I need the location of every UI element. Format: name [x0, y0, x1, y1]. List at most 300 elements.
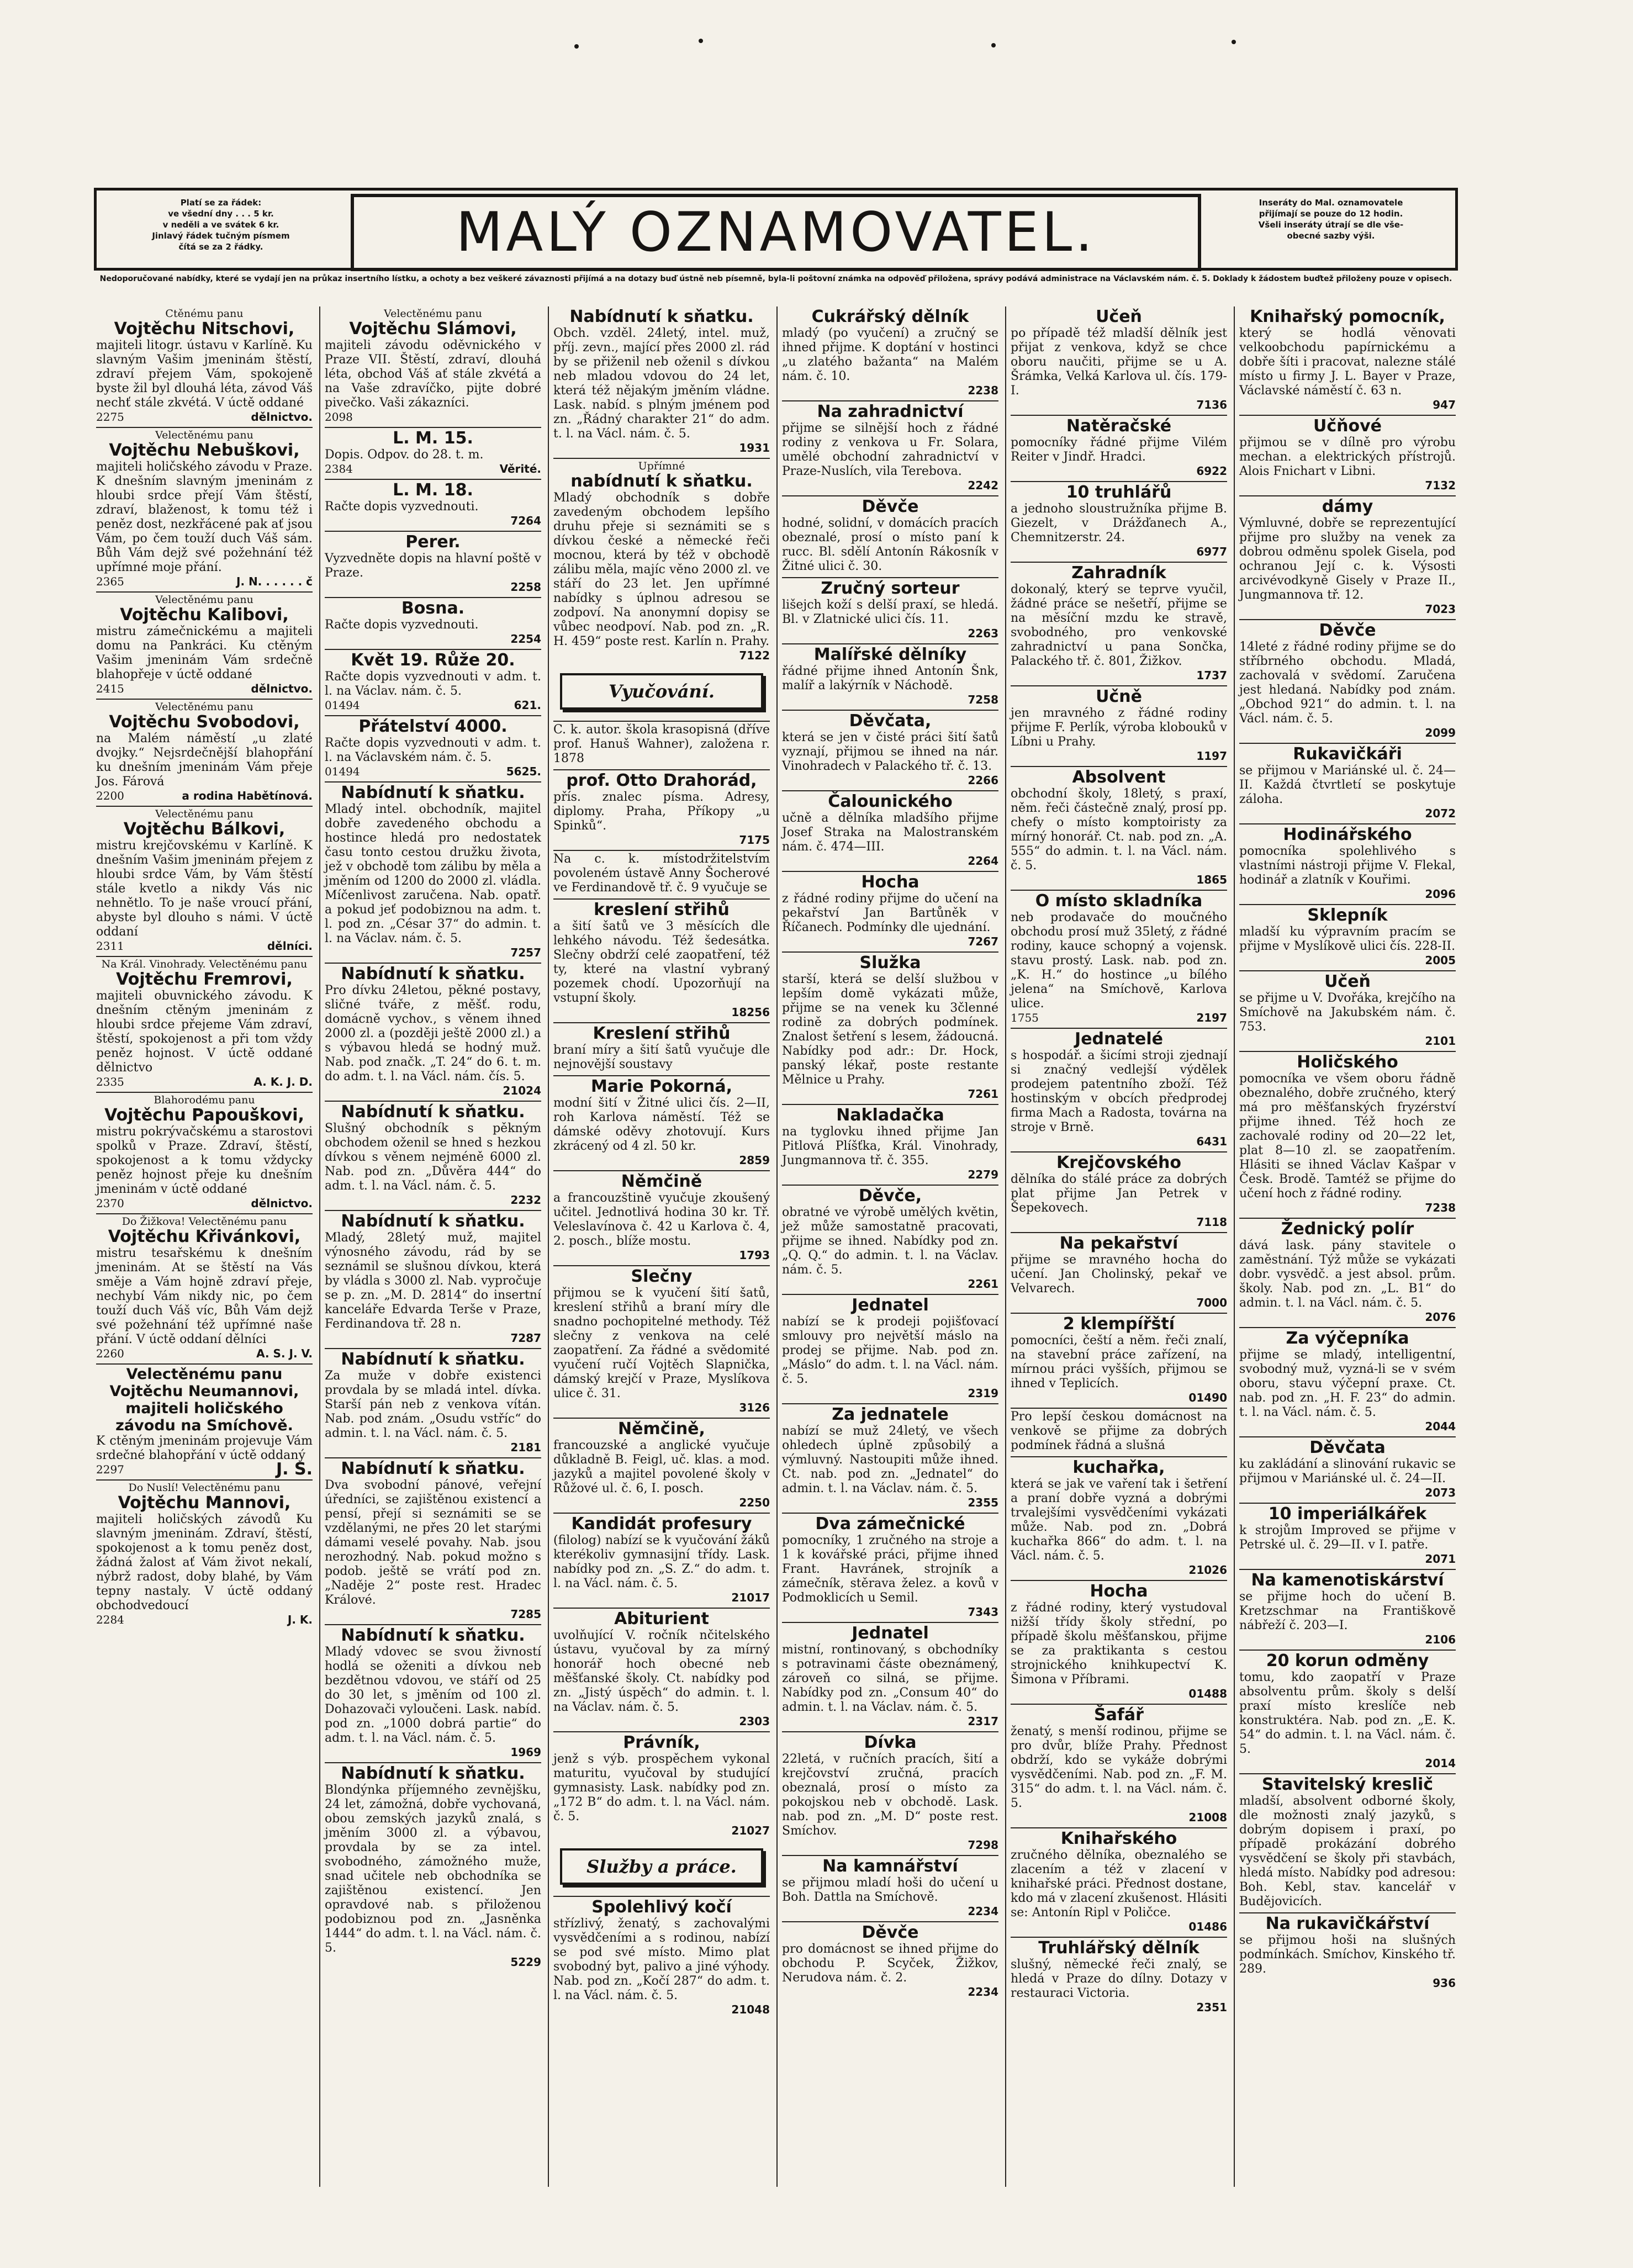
ad-footer — [553, 649, 770, 662]
ad-signature: 2073 — [1425, 1486, 1456, 1499]
ad-signature: 7261 — [968, 1087, 998, 1101]
ad-signature: 2250 — [739, 1496, 770, 1509]
ad-footer — [782, 1168, 998, 1181]
ad-body: hodné, solidní, v domácích pracích obeznalé, prosí o místo paní k rucc. Bl. sdělí Antonín Rákosník v Žitné ulici č. 30. — [782, 516, 998, 573]
ad-body: tomu, kdo zaopatří v Praze absolventu prům. školy s delší praxí místo kreslíče neb konstruktéra. Nab. pod zn. „E. K. 54“ do admin. t. l. na Václ. nám. č. 5. — [1239, 1670, 1456, 1756]
ad-footer — [325, 765, 541, 778]
ad-signature: 2351 — [1196, 2001, 1227, 2014]
ad-footer — [1011, 1011, 1227, 1024]
ad-signature: 6431 — [1196, 1135, 1227, 1148]
classified-ad — [1237, 1911, 1458, 1992]
ad-divider — [325, 963, 541, 964]
ad-body: (filolog) nabízí se k vyučování žáků kterékoliv gymnasijní třídy. Lask. nabídky pod zn. „S. Z.“ do adm. t. l. na Václ. nám. č. 5. — [553, 1534, 770, 1590]
ad-headline: Natěračské — [1066, 416, 1172, 436]
classified-ad — [1237, 1435, 1458, 1502]
ad-footer — [1011, 2001, 1227, 2014]
classified-ad — [551, 306, 772, 457]
ad-signature: A. S. J. V. — [256, 1347, 313, 1360]
ad-body: 22letá, v ručních pracích, šití a krejčovství zručná, pracích obeznalá, prosí o místo za pokojskou neb v obchodě. Lask. nab. pod zn. „M. D“ poste rest. Smíchov. — [782, 1752, 998, 1838]
ad-body: na tyglovku ihned přijme Jan Pitlová Plíšťka, Král. Vinohrady, Jungmannova tř. č. 355. — [782, 1125, 998, 1167]
ad-body: francouzské a anglické vyučuje důkladně B. Feigl, uč. klas. a mod. jazyků a majitel povolené školy v Růžové ul. č. 6, I. posch. — [553, 1439, 770, 1495]
ad-divider — [96, 427, 313, 428]
ad-body: Pro dívku 24letou, pěkné postavy, sličné tváře, z měšť. rodu, domácně vychov., s věnem ihned 2000 zl. a (později ještě 2000 zl.) a s výbavou hledá se hodný muž. Nab. pod značk. „T. 24“ do 6. t. m. do adm. t. l. na Václ. nám. čís. 5. — [325, 984, 541, 1083]
ad-headline: Němčině, — [618, 1419, 705, 1439]
ad-body: dokonalý, který se teprve vyučil, žádné práce se nešetří, přijme se na měsíční mzdu ke stravě, svobodného, pro venkovské zahradnictví u pana Sončka, Palackého tř. č. 801, Žižkov. — [1011, 583, 1227, 668]
ad-divider — [1011, 1151, 1227, 1152]
ad-body: a šití šatů ve 3 měsících dle lehkého návodu. Též šedesátka. Slečny obdrží celé zaopatření, též ty, které na vlastní vybraný pozemek chodí. Upozorňují na vstupní školy. — [553, 919, 770, 1005]
ad-body: se přijmou mladí hoši do učení u Boh. Dattla na Smíchově. — [782, 1876, 998, 1904]
ad-body: jenž s výb. prospěchem vykonal maturitu, vyučoval by studující gymnasisty. Lask. nabídky pod zn. „172 B“ do adm. t. l. na Václ. nám. č. 5. — [553, 1752, 770, 1823]
ad-headline: Na zahradnictví — [817, 402, 964, 421]
ad-body: majiteli holičského závodu v Praze. K dnešním slavným jmeninám z hloubi srdce přejí Vám štěstí, zdraví, blaženost, k tomu též i peněz dost, nezkřácené pak ať jsou Vám, po čem touží duch Váš sám. Bůh Vám dejž své požehnání též upřímné moje přání. — [96, 460, 313, 574]
column-rule — [548, 306, 549, 2187]
ad-headline: Učeň — [1096, 307, 1142, 326]
classified-ad — [780, 1920, 1001, 2001]
ad-footer — [782, 854, 998, 868]
ad-divider — [96, 699, 313, 700]
ad-divider — [782, 951, 998, 953]
ad-signature: 2234 — [968, 1985, 998, 1999]
ad-signature: 2261 — [968, 1277, 998, 1291]
ad-headline: Sklepník — [1307, 906, 1388, 925]
classified-ad — [780, 1103, 1001, 1183]
ad-headline: dámy — [1322, 497, 1373, 516]
ad-divider — [553, 898, 770, 900]
ad-signature: 2014 — [1425, 1757, 1456, 1770]
ad-body: pro domácnost se ihned přijme do obchodu P. Scyček, Žižkov, Nerudova nám. č. 2. — [782, 1942, 998, 1985]
ad-signature: 2181 — [510, 1441, 541, 1454]
ad-footer — [1239, 479, 1456, 492]
ad-number: 2370 — [96, 1197, 124, 1210]
ad-signature: 2859 — [739, 1154, 770, 1167]
ad-body: majiteli litogr. ústavu v Karlíně. Ku slavným Vašim jmeninám štěstí, zdraví přejem Vám, spokojeně byste žil byl dlouhá léta, závod Váš nechť stále zkvétá. V úctě oddané — [96, 339, 313, 410]
ad-footer — [325, 1955, 541, 1969]
ad-divider — [782, 1921, 998, 1922]
ad-divider — [1239, 970, 1456, 971]
ad-footer — [1239, 1034, 1456, 1048]
classified-ad — [551, 897, 772, 1021]
ad-signature: 2254 — [510, 632, 541, 646]
ad-divider — [553, 1075, 770, 1076]
ad-footer — [325, 1608, 541, 1621]
ad-footer — [1239, 1552, 1456, 1566]
classified-ad — [551, 1895, 772, 2018]
classified-ad — [94, 1212, 315, 1362]
ad-divider — [782, 1104, 998, 1105]
ad-signature: 3126 — [739, 1401, 770, 1414]
ad-headline: Nabídnutí k sňatku. — [341, 783, 525, 802]
ad-signature: 21026 — [1188, 1563, 1227, 1577]
ad-signature: 2279 — [968, 1168, 998, 1181]
pricing-note: v neděli a ve svátek 6 kr. — [162, 220, 279, 230]
ad-footer — [325, 1193, 541, 1207]
ad-headline: Knihařský pomocník, — [1250, 307, 1445, 326]
ad-signature: 2317 — [968, 1715, 998, 1728]
ad-footer — [96, 1613, 313, 1626]
classified-ad — [323, 961, 543, 1099]
ad-number: 2260 — [96, 1347, 124, 1360]
ad-body: jen mravného z řádné rodiny přijme F. Perlík, výroba klobouků v Líbni u Prahy. — [1011, 706, 1227, 749]
ad-salutation: Velectěnému panu — [155, 701, 253, 713]
ad-signature: 2238 — [968, 384, 998, 397]
pricing-notes — [102, 197, 340, 252]
ad-footer — [96, 1460, 313, 1479]
administration-notice: Nedoporučované nabídky, které se vydají jen na průkaz insertního lístku, a ochoty a bez veškeré závaznosti přijímá a na dotazy buď ústně neb písemně, byla-li poštovní známka na odpověď přiložena, správy podává administrace na Václavském nám. č. 5. Doklady k žádostem buďtež přiloženy pouze v opisech. — [99, 274, 1452, 283]
ad-salutation: Blahorodému panu — [154, 1094, 255, 1106]
ad-headline: kuchařka, — [1072, 1458, 1165, 1477]
ad-footer — [96, 789, 313, 802]
ad-divider — [782, 495, 998, 496]
ad-signature: 21017 — [731, 1591, 770, 1604]
ad-footer — [782, 1715, 998, 1728]
classified-ad — [1237, 414, 1458, 494]
ad-signature: 7298 — [968, 1838, 998, 1852]
ad-signature: 2319 — [968, 1387, 998, 1400]
ad-divider — [782, 1513, 998, 1514]
classified-ad — [780, 950, 1001, 1103]
ad-salutation: Velectěnému panu — [384, 308, 482, 320]
ad-headline: Vojtěchu Nebuškovi, — [109, 441, 300, 460]
ad-headline: Vojtěchu Bálkovi, — [123, 820, 286, 839]
ad-footer — [1239, 887, 1456, 901]
ad-divider — [1239, 1912, 1456, 1913]
ad-body: C. k. autor. škola krasopisná (dříve prof. Hanuš Wahner), založena r. 1878 — [553, 723, 770, 765]
ad-headline: Nabídnutí k sňatku. — [341, 1102, 525, 1122]
classified-ad — [1237, 822, 1458, 903]
ad-body: dává lask. pány stavitele o zaměstnání. Týž může se vykázati dobr. vysvědč. a jest absol. prům. školy. Nab. pod zn. „L. B1“ do admin. t. l. na Václ. nám. č. 5. — [1239, 1239, 1456, 1310]
ad-footer — [553, 441, 770, 454]
classified-ad — [1008, 1231, 1229, 1312]
ad-divider — [1011, 415, 1227, 416]
ad-divider — [1011, 562, 1227, 563]
ad-footer — [782, 1985, 998, 1999]
ad-signature: 2232 — [510, 1193, 541, 1207]
ad-body: obchodní školy, 18letý, s praxí, něm. řeči částečně znalý, prosí pp. chefy o místo komptoiristy za mírný honorář. Ct. nab. pod zn. „A. 555“ do admin. t. l. na Václ. nám. č. 5. — [1011, 787, 1227, 873]
ad-divider — [1011, 1456, 1227, 1457]
ad-number: 2297 — [96, 1463, 124, 1476]
ad-number: 2384 — [325, 462, 353, 475]
ad-signature: 7264 — [510, 514, 541, 527]
ad-signature: Věrité. — [499, 462, 541, 475]
classified-ad — [1008, 1579, 1229, 1703]
ad-body: střízlivý, ženatý, s zachovalými vysvědčeními a s rodinou, nabízí se pod své místo. Mimo plat svobodný byt, palivo a jiné výhody. Nab. pod zn. „Kočí 287“ do adm. t. l. na Václ. nám. č. 5. — [553, 1917, 770, 2002]
ad-headline: Hodinářského — [1283, 825, 1412, 844]
classified-ad — [1237, 1326, 1458, 1435]
ad-body: dělníka do stálé práce za dobrých plat přijme Jan Petrek v Šepekovech. — [1011, 1172, 1227, 1215]
ad-salutation: Velectěnému panu — [155, 594, 253, 606]
ad-footer — [1011, 1296, 1227, 1309]
ad-headline: Zahradník — [1071, 563, 1166, 583]
ad-divider — [325, 597, 541, 598]
ad-divider — [553, 721, 770, 722]
submission-note: přijímají se pouze do 12 hodin. — [1259, 209, 1403, 219]
ad-footer — [325, 1441, 541, 1454]
classified-ad — [1237, 1648, 1458, 1772]
ad-footer — [96, 410, 313, 424]
ad-headline: Zručný sorteur — [821, 579, 960, 598]
ad-salutation: Velectěnému panu — [155, 429, 253, 441]
classified-ad — [1237, 1502, 1458, 1568]
classified-ad — [551, 457, 772, 664]
ad-footer — [782, 935, 998, 948]
ad-headline: Nabídnutí k sňatku. — [341, 1626, 525, 1645]
ad-footer — [325, 580, 541, 594]
section-title: MALÝ OZNAMOVATEL. — [351, 194, 1201, 271]
classified-ad — [1008, 1703, 1229, 1826]
ad-headline: Nabídnutí k sňatku. — [341, 1764, 525, 1783]
ad-body: Mladý vdovec se svou živností hodlá se oženiti a dívkou neb bezdětnou vdovou, ve stáří od 25 do 30 let, s jměním od 100 zl. Dohazovači vyloučeni. Lask. nabíd. pod zn. „1000 dobrá partie“ do adm. t. l. na Václ. nám. č. 5. — [325, 1645, 541, 1745]
classified-ad — [551, 1264, 772, 1416]
ad-number: 2335 — [96, 1075, 124, 1088]
classified-ad — [780, 1293, 1001, 1402]
ad-signature: 7136 — [1196, 398, 1227, 411]
ad-signature: 2072 — [1425, 807, 1456, 820]
classified-ad — [323, 1456, 543, 1623]
classified-ad — [94, 955, 315, 1091]
ad-divider — [1011, 1408, 1227, 1409]
ad-body: obratné ve výrobě umělých květin, jež může samostatně pracovati, přijme se ihned. Nabídky pod zn. „Q. Q.“ do admin. t. l. na Václav. nám. č. 5. — [782, 1206, 998, 1277]
ad-column — [323, 306, 543, 2187]
ad-footer — [1239, 954, 1456, 967]
ad-headline: Květ 19. Růže 20. — [351, 651, 515, 670]
ad-headline: Bosna. — [401, 599, 465, 618]
ad-footer — [782, 1496, 998, 1509]
ad-headline: Děvče — [1319, 621, 1376, 640]
ad-body: majiteli obuvnického závodu. K dnešním ctěným jmeninám z hloubi srdce přejeme Vám zdraví, štěstí, spokojenost a při tom vždy peněz hojnost. V úctě oddané dělnictvo — [96, 989, 313, 1075]
ad-body: na Malém náměstí „u zlaté dvojky.“ Nejsrdečnější blahopřání ku dnešním jmeninám Vám přeje Jos. Fárová — [96, 732, 313, 789]
classified-ad — [551, 720, 772, 768]
ad-signature: 7258 — [968, 693, 998, 706]
ad-signature: 2044 — [1425, 1420, 1456, 1433]
classified-ad — [323, 1209, 543, 1347]
ad-body: po případě též mladší dělník jest přijat z venkova, když se chce oboru naučiti, přijme se u A. Šrámka, Velká Karlova ul. čís. 179-I. — [1011, 326, 1227, 398]
ad-column — [780, 306, 1001, 2187]
ad-headline: 20 korun odměny — [1266, 1651, 1429, 1670]
ad-headline: Vojtěchu Křivánkovi, — [108, 1227, 301, 1246]
ad-headline: Vojtěchu Fremrovi, — [116, 970, 293, 989]
ad-body: a francouzštině vyučuje zkoušený učitel. Jednotlivá hodina 30 kr. Tř. Veleslavínova č. 42 u Karlova č. 4, 2. posch., blíže mostu. — [553, 1191, 770, 1248]
ad-body: přijme se silnější hoch z řádné rodiny z venkova u Fr. Solara, umělé obchodní zahradnictví v Praze-Nuslích, vila Terebova. — [782, 421, 998, 478]
ad-footer — [782, 693, 998, 706]
ad-divider — [1239, 1327, 1456, 1328]
classified-ad — [780, 642, 1001, 709]
ad-signature: 2099 — [1425, 726, 1456, 739]
ad-divider — [1011, 1827, 1227, 1828]
ad-headline: Holičského — [1297, 1053, 1398, 1072]
ad-signature: 7132 — [1425, 479, 1456, 492]
ad-headline: Učeň — [1324, 972, 1371, 991]
ad-headline: Na kamenotiskárství — [1251, 1571, 1444, 1590]
ad-footer — [96, 1347, 313, 1360]
ad-divider — [782, 1403, 998, 1404]
ad-footer — [553, 1401, 770, 1414]
classified-ad — [94, 590, 315, 697]
ad-divider — [96, 1092, 313, 1093]
ad-divider — [553, 1731, 770, 1732]
pricing-note: Jinlavý řádek tučným písmem — [152, 231, 290, 241]
ad-footer — [325, 632, 541, 646]
ad-signature: 7122 — [739, 649, 770, 662]
ad-headline: Vojtěchu Kalibovi, — [120, 605, 289, 625]
ad-signature: 2264 — [968, 854, 998, 868]
classified-ad — [94, 306, 315, 426]
ad-headline: Malířské dělníky — [813, 645, 967, 664]
ad-divider — [1011, 1704, 1227, 1705]
ad-headline: Hocha — [1090, 1582, 1148, 1601]
classified-ad — [323, 648, 543, 714]
ad-divider — [1239, 1503, 1456, 1504]
ad-divider — [553, 1608, 770, 1609]
ad-headline: Vojtěchu Svobodovi, — [109, 712, 300, 732]
classified-ad — [1008, 1826, 1229, 1936]
classified-ad — [1008, 1027, 1229, 1150]
ad-body: učně a dělníka mladšího přijme Josef Straka na Malostranském nám. č. 474—III. — [782, 811, 998, 854]
ad-signature: 7023 — [1425, 602, 1456, 616]
ad-body: mistru pokrývačskému a starostovi spolků v Praze. Zdraví, štěstí, spokojenost a k tomu vždycky peněz hojnost přeje ku dnešním jmeninám v úctě oddané — [96, 1125, 313, 1196]
classified-ad — [323, 1099, 543, 1209]
ad-footer — [553, 1496, 770, 1509]
ad-signature: 18256 — [731, 1006, 770, 1019]
ad-headline: 2 klempířští — [1063, 1314, 1175, 1334]
ad-body: Račte dopis vyzvednouti. — [325, 618, 479, 632]
classified-ad — [551, 1730, 772, 1839]
ad-body: Obch. vzděl. 24letý, intel. muž, příj. zevn., mající přes 2000 zl. rád by se přiženil neb oženil s dívkou neb mladou vdovou do 24 let, která též nějakým jměním vládne. Lask. nabíd. s plným jménem pod zn. „Řádný charakter 21“ do adm. t. l. na Václ. nám. č. 5. — [553, 326, 770, 441]
ad-headline: kreslení střihů — [594, 900, 730, 919]
ad-body: Za muže v dobře existenci provdala by se mladá intel. dívka. Starší pán neb z venkova vítán. Nab. pod znám. „Osudu vstříc“ do admin. t. l. na Václ. nám. č. 5. — [325, 1369, 541, 1440]
ad-divider — [325, 715, 541, 716]
classified-ad — [1008, 1455, 1229, 1579]
ad-divider — [553, 769, 770, 770]
ad-divider — [1011, 481, 1227, 482]
ad-headline: Jednatel — [852, 1296, 929, 1315]
ad-signature: J. N. . . . . . č — [236, 575, 313, 588]
ad-signature: 621. — [514, 699, 541, 712]
ad-headline: Šafář — [1094, 1705, 1144, 1725]
ad-body: mladší, absolvent odborné školy, dle možnosti znalý jazyků, s dobrým dopisem i praxí, po případě prokázání dobrého vysvědčení se školy při stavbách, hledá místo. Nabídky pod adresou: Boh. Kebl, stav. kancelář v Budějovicích. — [1239, 1794, 1456, 1908]
ad-divider — [1011, 1232, 1227, 1233]
ad-divider — [553, 1513, 770, 1514]
ad-body: uvolňující V. ročník nčitelského ústavu, vyučoval by za mírný honorář hoch obecné neb měšťanské školy. Ct. nabídky pod zn. „Jistý úspěch“ do admin. t. l. na Václav. nám. č. 5. — [553, 1629, 770, 1714]
ad-headline: Na rukavičkářství — [1265, 1914, 1430, 1933]
classified-ad — [1008, 765, 1229, 889]
ad-signature: 01488 — [1188, 1687, 1227, 1700]
ad-body: se přijme hoch do učení B. Kretzschmar na Františkově nábřeží č. 203—I. — [1239, 1590, 1456, 1632]
ad-divider — [1011, 1580, 1227, 1581]
ad-signature: A. K. J. D. — [253, 1075, 313, 1088]
ad-footer — [1239, 1310, 1456, 1324]
classified-ad — [1237, 1568, 1458, 1648]
ad-footer — [325, 1331, 541, 1345]
ad-number: 2098 — [325, 410, 353, 424]
ad-body: ku zakládání a slinování rukavic se přijmou v Mariánské ul. č. 24—II. — [1239, 1457, 1456, 1485]
ad-signature: 7285 — [510, 1608, 541, 1621]
ad-body: s hospodář. a šicími stroji zjednají si značný vedlejší výdělek prodejem patentního zboží. Též hostinským v obcích předprodej firma Mach a Radosta, továrna na stroje v Brně. — [1011, 1049, 1227, 1134]
ad-body: slušný, německé řeči znalý, se hledá v Praze do dílny. Dotazy v restauraci Victoria. — [1011, 1958, 1227, 2000]
ad-headline: Truhlářský dělník — [1038, 1938, 1199, 1958]
ad-footer — [1239, 1420, 1456, 1433]
ad-body: přijme se mravného hocha do učení. Jan Cholinský, pekař ve Velvarech. — [1011, 1253, 1227, 1296]
ad-signature: 1969 — [510, 1746, 541, 1759]
ad-footer — [96, 1197, 313, 1210]
ad-headline: Absolvent — [1072, 768, 1166, 787]
ad-footer — [1239, 1757, 1456, 1770]
ad-signature: 2096 — [1425, 887, 1456, 901]
ad-body: která se jak ve vaření tak i šetření a praní dobře vyzná a dobrými trvalejšími vysvědčeními vykázati může. Nab. pod zn. „Dobrá kuchařka 866“ do adm. t. l. na Václ. nám. č. 5. — [1011, 1477, 1227, 1563]
ad-headline: Za výčepníka — [1286, 1329, 1409, 1348]
ad-number: 2415 — [96, 682, 124, 695]
ad-footer — [782, 1087, 998, 1101]
ad-footer — [782, 1387, 998, 1400]
ad-salutation: Velectěnému panu — [155, 808, 253, 820]
ad-footer — [1239, 398, 1456, 411]
ad-footer — [782, 1905, 998, 1918]
ad-footer — [782, 774, 998, 787]
ad-headline: Abiturient — [614, 1609, 709, 1629]
ad-footer — [96, 682, 313, 695]
ad-footer — [553, 833, 770, 847]
ad-body: z řádné rodiny přijme do učení na pekařství Jan Bartůněk v Říčanech. Podmínky dle ujednání. — [782, 892, 998, 934]
ad-column — [551, 306, 772, 2187]
ad-divider — [1239, 495, 1456, 496]
ad-divider — [325, 1101, 541, 1102]
ad-divider — [782, 643, 998, 644]
ad-headline: nabídnutí k sňatku. — [570, 472, 753, 491]
ad-footer — [325, 699, 541, 712]
ad-signature: 2076 — [1425, 1310, 1456, 1324]
ad-footer — [1239, 1486, 1456, 1499]
ad-body: přijmou se k vyučení šití šatů, kreslení střihů a braní míry dle snadno pochopitelné methody. Též slečny z venkova na celé zaopatření. Za řádné a svědomité vyučení ručí Vojtěch Slapnička, dámský krejčí v Praze, Myslíkova ulice č. 31. — [553, 1286, 770, 1400]
classified-ad — [94, 805, 315, 955]
ad-divider — [1239, 1436, 1456, 1437]
ad-footer — [553, 1591, 770, 1604]
ad-divider — [553, 850, 770, 851]
ad-headline: Marie Pokorná, — [590, 1077, 733, 1096]
ad-signature: 5229 — [510, 1955, 541, 1969]
ad-headline: Krejčovského — [1056, 1153, 1181, 1172]
ad-divider — [553, 1170, 770, 1171]
classified-ad — [1237, 903, 1458, 969]
ad-divider — [325, 1624, 541, 1625]
ad-signature: 2263 — [968, 627, 998, 640]
ad-body: přijme se mladý, intelligentní, svobodný muž, vyzná-li se v svém oboru, stavu výčepní praxe. Ct. nab. pod zn. „H. F. 23“ do admin. t. l. na Václ. nám. č. 5. — [1239, 1348, 1456, 1419]
classified-ad — [780, 709, 1001, 789]
ad-footer — [1011, 1687, 1227, 1700]
ad-footer — [1011, 398, 1227, 411]
ad-signature: 7267 — [968, 935, 998, 948]
ad-salutation: Upřímné — [638, 460, 685, 472]
ad-footer — [1011, 545, 1227, 558]
classified-ad — [1008, 1312, 1229, 1407]
classified-ad — [1008, 1150, 1229, 1231]
ad-footer — [96, 1075, 313, 1088]
classified-ad — [551, 849, 772, 897]
classified-ad — [323, 1347, 543, 1456]
ad-number: 01494 — [325, 699, 360, 712]
ad-headline: Vojtěchu Slámovi, — [349, 319, 517, 339]
ad-headline: Knihařského — [1060, 1829, 1177, 1848]
ad-number: 2311 — [96, 939, 124, 953]
classified-ad — [323, 306, 543, 426]
ad-body: Račte dopis vyzvednouti v adm. t. l. na Václav. nám. č. 5. — [325, 670, 541, 698]
ad-signature: 7238 — [1425, 1201, 1456, 1214]
ad-signature: 5625. — [506, 765, 541, 778]
ad-divider — [1239, 743, 1456, 744]
ad-signature: 2106 — [1425, 1633, 1456, 1646]
ad-body: Výmluvné, dobře se reprezentující přijme pro služby na venek za dobrou odměnu spolek Gisela, pod ochranou Její c. k. Výsosti arcivévodkyně Gisely v Praze II., Jungmannova tř. 12. — [1239, 516, 1456, 602]
ad-body: mladší ku výpravním pracím se přijme v Myslíkově ulici čís. 228-II. — [1239, 925, 1456, 953]
ad-column — [1237, 306, 1458, 2187]
ad-headline: Rukavičkáři — [1293, 744, 1402, 764]
